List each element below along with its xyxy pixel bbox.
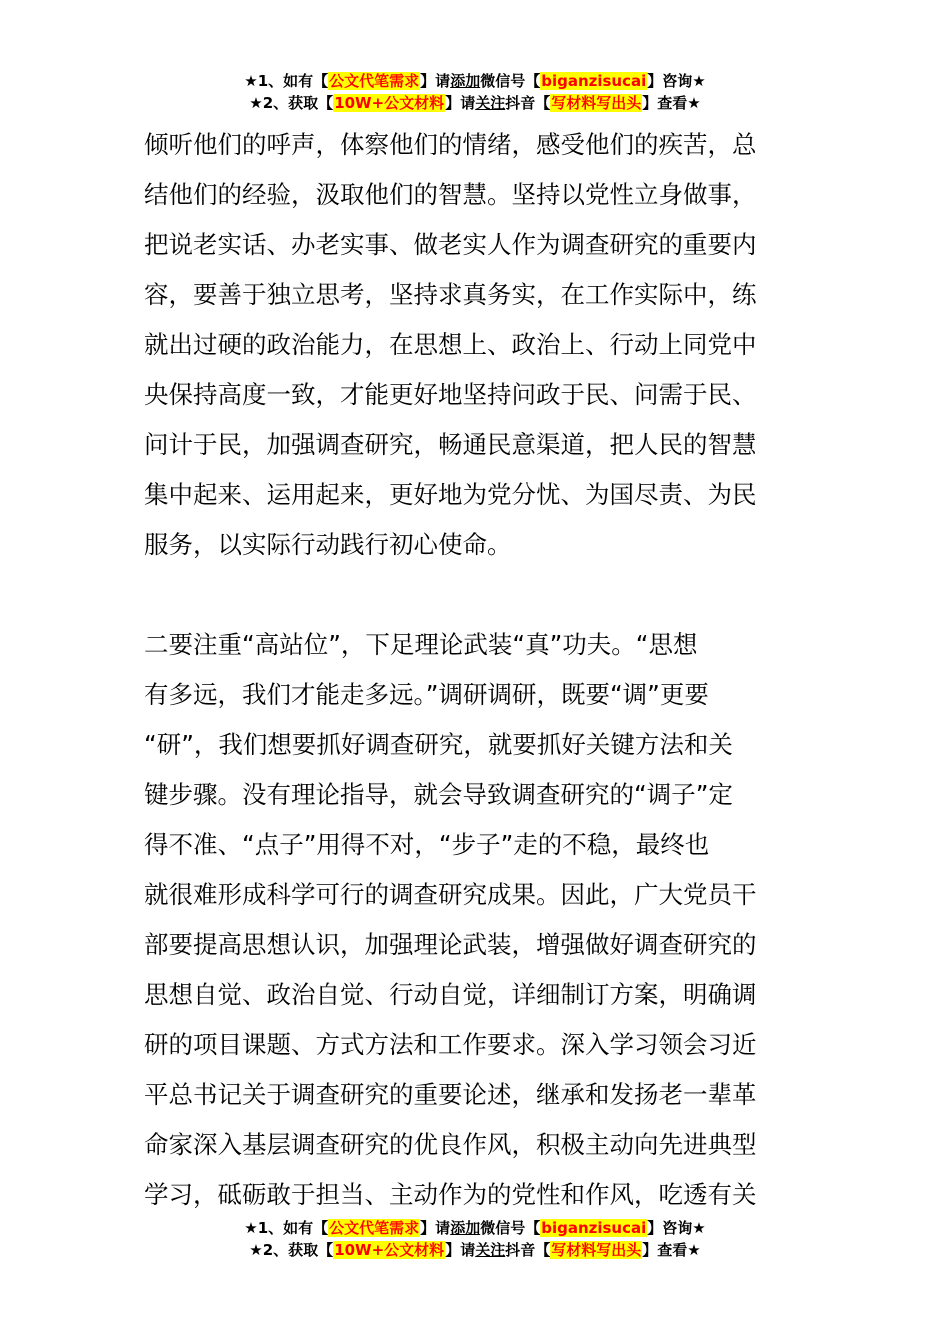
footer-banner bbox=[0, 1217, 950, 1261]
text-line: 就出过硬的政治能力，在思想上、政治上、行动上同党中 bbox=[144, 330, 757, 359]
paragraph-2 bbox=[144, 620, 808, 1220]
banner-text: 】查看★ bbox=[642, 94, 701, 112]
document-body bbox=[144, 120, 808, 1220]
banner-underlined: 关注 bbox=[475, 1241, 506, 1259]
text-line: 命家深入基层调查研究的优良作风，积极主动向先进典型 bbox=[144, 1130, 757, 1159]
banner-highlight: 写材料写出头 bbox=[551, 94, 642, 112]
text-line: 有多远，我们才能走多远。”调研调研，既要“调”更要 bbox=[144, 680, 709, 709]
banner-highlight: 写材料写出头 bbox=[551, 1241, 642, 1259]
banner-text: 微信号【 bbox=[480, 72, 541, 90]
paragraph-1 bbox=[144, 120, 808, 570]
banner-text: 】咨询★ bbox=[647, 72, 706, 90]
text-line: 得不准、“点子”用得不对，“步子”走的不稳，最终也 bbox=[144, 830, 710, 859]
banner-text: 抖音【 bbox=[505, 94, 551, 112]
text-line: 服务，以实际行动践行初心使命。 bbox=[144, 530, 512, 559]
paragraph-gap bbox=[144, 570, 808, 620]
banner-line-2 bbox=[0, 1239, 950, 1261]
banner-text: ★1、如有【 bbox=[244, 1219, 329, 1237]
banner-text: 】查看★ bbox=[642, 1241, 701, 1259]
banner-text: 】请 bbox=[445, 94, 476, 112]
text-line: 把说老实话、办老实事、做老实人作为调查研究的重要内 bbox=[144, 230, 757, 259]
banner-highlight: biganzisucai bbox=[541, 72, 647, 90]
banner-highlight: 10W+公文材料 bbox=[334, 94, 445, 112]
text-line: 结他们的经验，汲取他们的智慧。坚持以党性立身做事， bbox=[144, 180, 757, 209]
text-line: 问计于民，加强调查研究，畅通民意渠道，把人民的智慧 bbox=[144, 430, 757, 459]
text-line: 容，要善于独立思考，坚持求真务实，在工作实际中，练 bbox=[144, 280, 757, 309]
banner-line-1 bbox=[0, 70, 950, 92]
text-line: 学习，砥砺敢于担当、主动作为的党性和作风，吃透有关 bbox=[144, 1180, 757, 1209]
header-banner bbox=[0, 70, 950, 114]
banner-highlight: 公文代笔需求 bbox=[329, 1219, 420, 1237]
banner-text: 】请 bbox=[420, 1219, 451, 1237]
text-line: 集中起来、运用起来，更好地为党分忧、为国尽责、为民 bbox=[144, 480, 757, 509]
text-line: 研的项目课题、方式方法和工作要求。深入学习领会习近 bbox=[144, 1030, 757, 1059]
banner-text: ★2、获取【 bbox=[249, 94, 334, 112]
banner-underlined: 添加 bbox=[450, 1219, 481, 1237]
banner-text: 】请 bbox=[420, 72, 451, 90]
banner-underlined: 添加 bbox=[450, 72, 481, 90]
banner-line-2 bbox=[0, 92, 950, 114]
text-line: 二要注重“高站位”，下足理论武装“真”功夫。“思想 bbox=[144, 630, 698, 659]
text-line: 倾听他们的呼声，体察他们的情绪，感受他们的疾苦，总 bbox=[144, 130, 757, 159]
banner-highlight: 10W+公文材料 bbox=[334, 1241, 445, 1259]
text-line: “研”，我们想要抓好调查研究，就要抓好关键方法和关 bbox=[144, 730, 733, 759]
banner-text: 】请 bbox=[445, 1241, 476, 1259]
banner-highlight: biganzisucai bbox=[541, 1219, 647, 1237]
text-line: 央保持高度一致，才能更好地坚持问政于民、问需于民、 bbox=[144, 380, 757, 409]
text-line: 键步骤。没有理论指导，就会导致调查研究的“调子”定 bbox=[144, 780, 733, 809]
banner-text: ★1、如有【 bbox=[244, 72, 329, 90]
banner-highlight: 公文代笔需求 bbox=[329, 72, 420, 90]
text-line: 就很难形成科学可行的调查研究成果。因此，广大党员干 bbox=[144, 880, 757, 909]
banner-underlined: 关注 bbox=[475, 94, 506, 112]
banner-text: 微信号【 bbox=[480, 1219, 541, 1237]
banner-text: 抖音【 bbox=[505, 1241, 551, 1259]
text-line: 思想自觉、政治自觉、行动自觉，详细制订方案，明确调 bbox=[144, 980, 757, 1009]
text-line: 部要提高思想认识，加强理论武装，增强做好调查研究的 bbox=[144, 930, 757, 959]
text-line: 平总书记关于调查研究的重要论述，继承和发扬老一辈革 bbox=[144, 1080, 757, 1109]
banner-text: 】咨询★ bbox=[647, 1219, 706, 1237]
banner-text: ★2、获取【 bbox=[249, 1241, 334, 1259]
banner-line-1 bbox=[0, 1217, 950, 1239]
